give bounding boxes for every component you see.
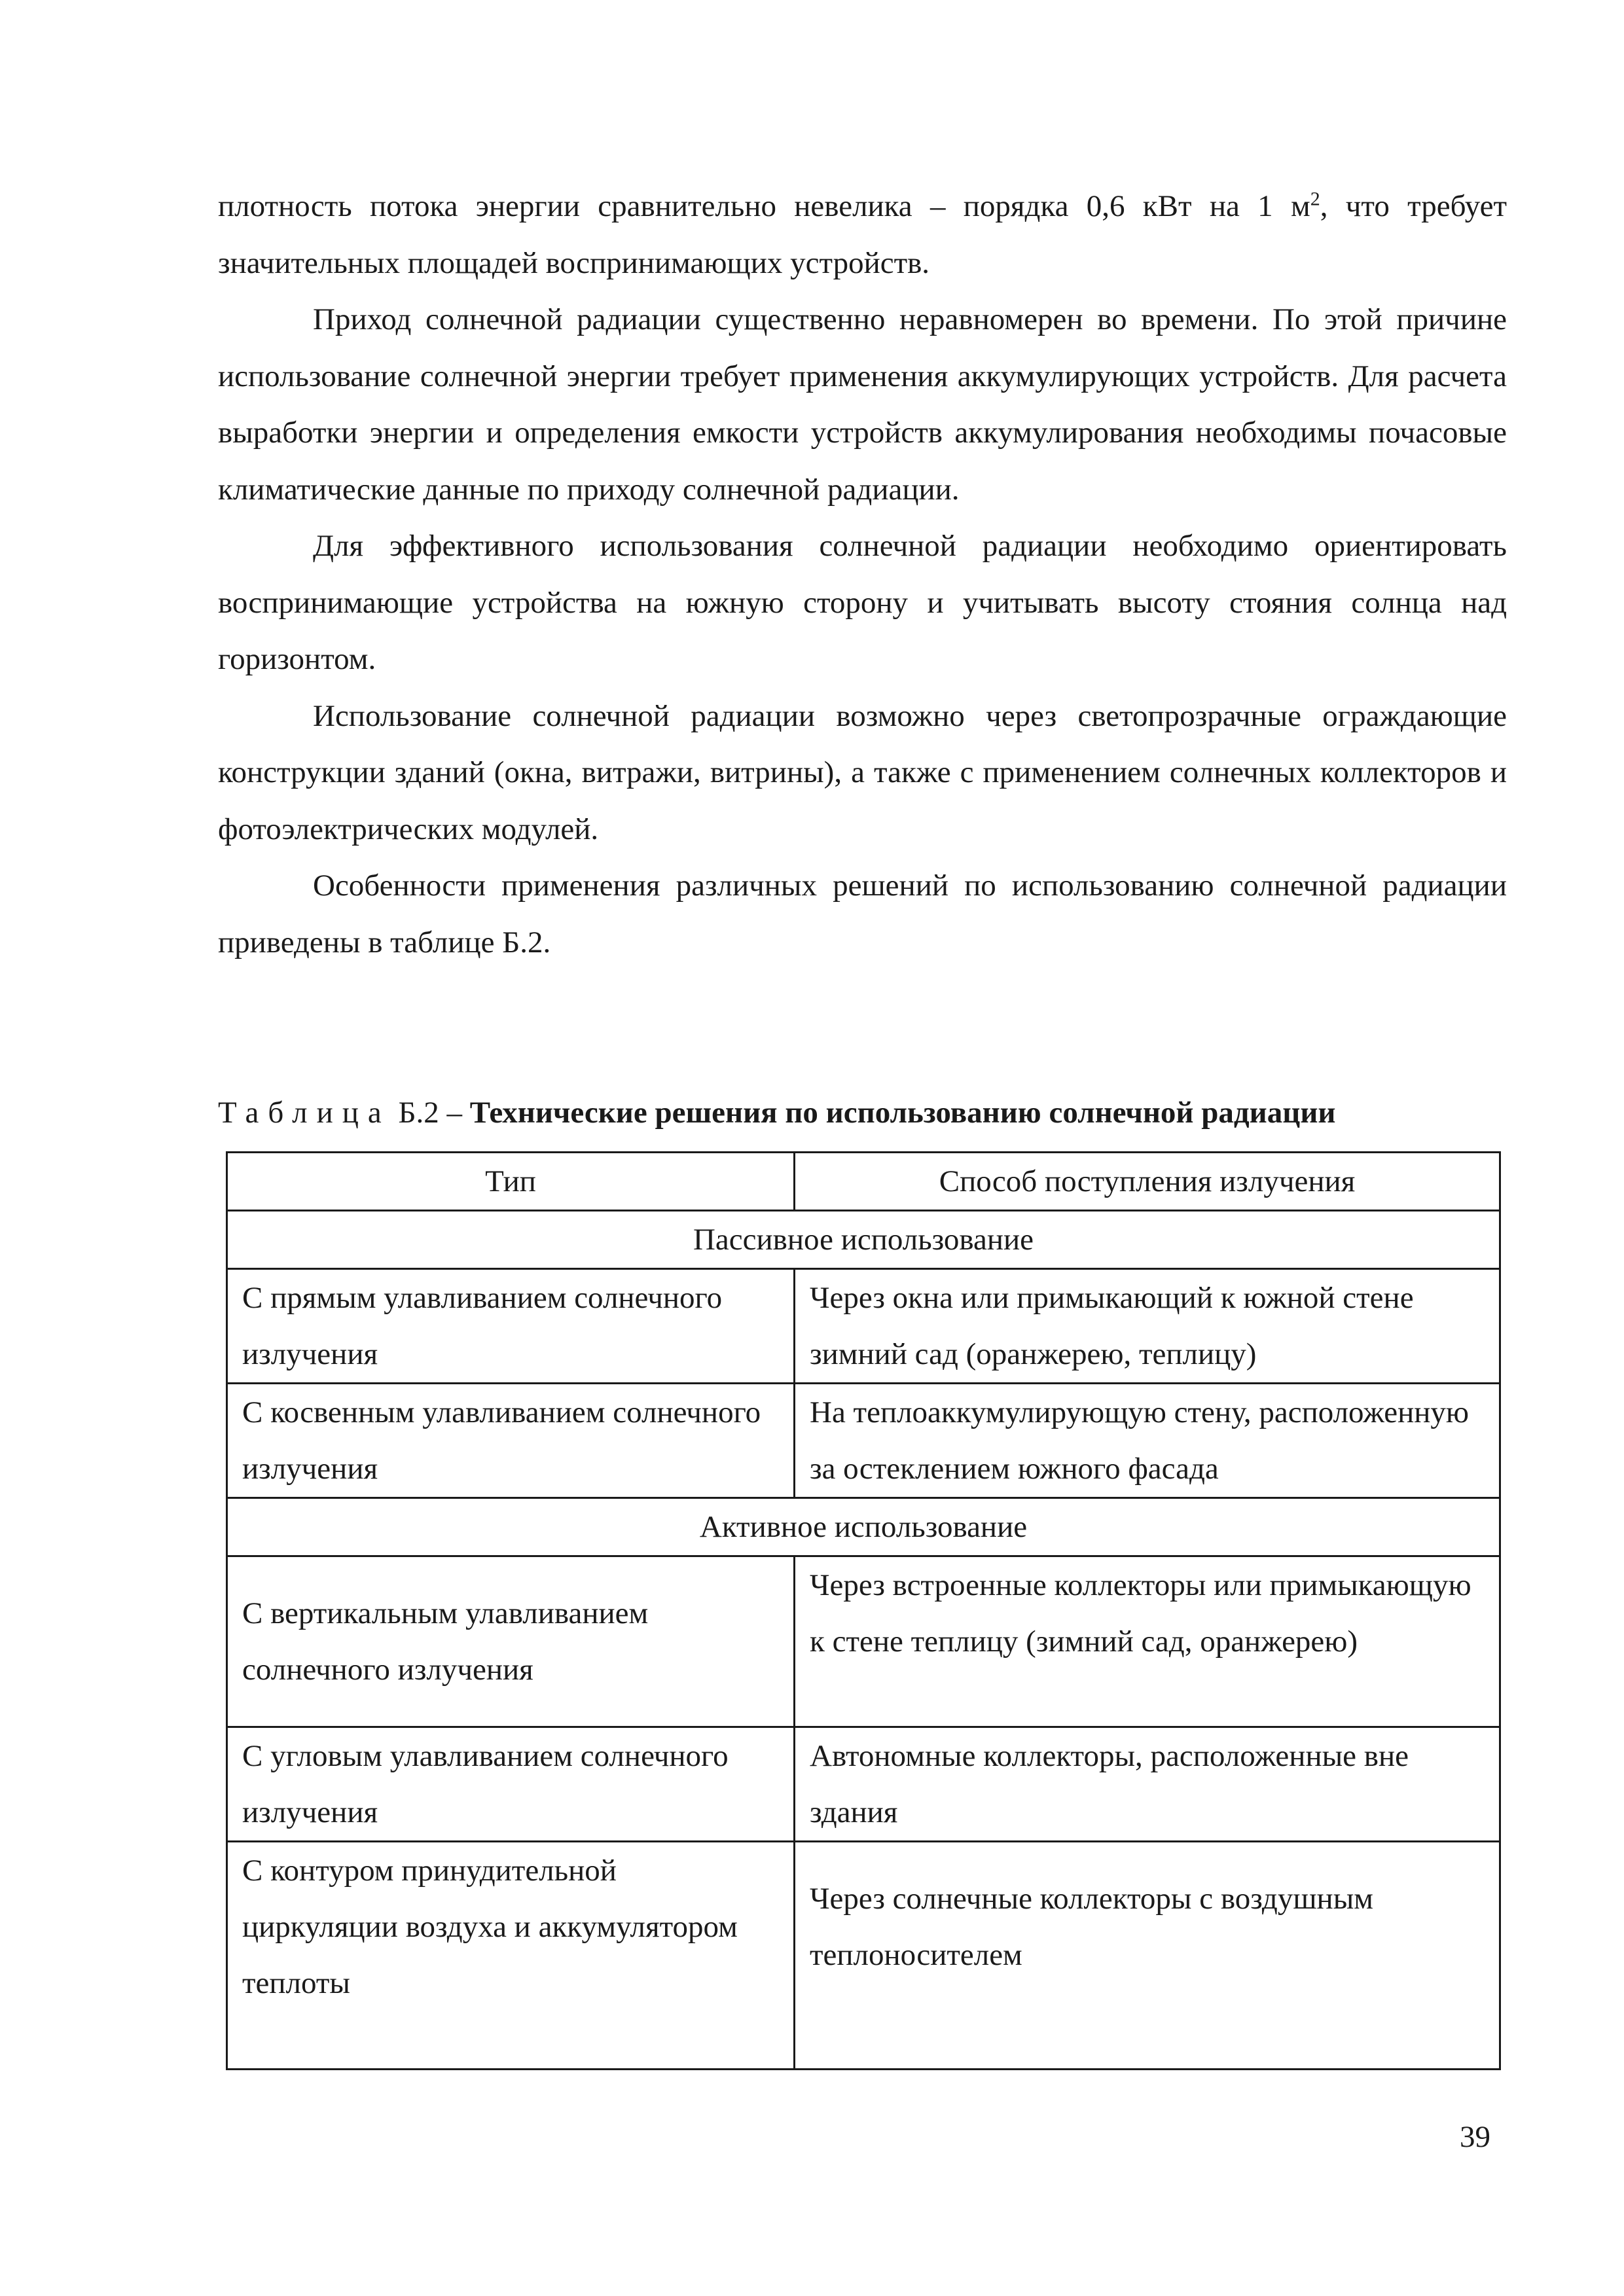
table-row bbox=[227, 1727, 1500, 1842]
superscript: 2 bbox=[1310, 188, 1320, 210]
section-active: Активное использование bbox=[227, 1498, 1500, 1556]
section-row-passive bbox=[227, 1211, 1500, 1269]
body-text bbox=[218, 178, 1507, 971]
table-row bbox=[227, 1842, 1500, 2070]
table-row bbox=[227, 1269, 1500, 1384]
section-passive: Пассивное использование bbox=[227, 1211, 1500, 1269]
table-caption bbox=[218, 1085, 1336, 1141]
solar-solutions-table bbox=[226, 1151, 1501, 2070]
cell-method: На теплоаккумулирующую стену, расположенную за остеклением южного фасада bbox=[795, 1384, 1500, 1498]
cell-method: Автономные коллекторы, расположенные вне здания bbox=[795, 1727, 1500, 1842]
paragraph-3: Для эффективного использования солнечной радиации необходимо ориентировать воспринимающие устройства на южную сторону и учитывать высоту стояния солнца над горизонтом. bbox=[218, 529, 1507, 676]
cell-type: С вертикальным улавливанием солнечного излучения bbox=[227, 1556, 795, 1727]
cell-type: С прямым улавливанием солнечного излучения bbox=[227, 1269, 795, 1384]
caption-label: Таблица bbox=[218, 1096, 391, 1130]
cell-method bbox=[795, 1842, 1500, 2070]
section-row-active bbox=[227, 1498, 1500, 1556]
paragraph-5: Особенности применения различных решений по использованию солнечной радиации приведены в таблице Б.2. bbox=[218, 869, 1507, 960]
cell-method-text: Через солнечные коллекторы с воздушным теплоносителем bbox=[810, 1882, 1374, 1972]
cell-method: Через окна или примыкающий к южной стене зимний сад (оранжерею, теплицу) bbox=[795, 1269, 1500, 1384]
header-type: Тип bbox=[227, 1153, 795, 1211]
cell-type: С косвенным улавливанием солнечного излучения bbox=[227, 1384, 795, 1498]
paragraph-1: плотность потока энергии сравнительно невелика – порядка 0,6 кВт на 1 $м^2$, что требует значительных площадей воспринимающих устройств. bbox=[218, 188, 1507, 280]
page-number: 39 bbox=[1460, 2120, 1490, 2154]
cell-type: С угловым улавливанием солнечного излучения bbox=[227, 1727, 795, 1842]
table-header-row bbox=[227, 1153, 1500, 1211]
table-row bbox=[227, 1384, 1500, 1498]
cell-type: С контуром принудительной циркуляции воздуха и аккумулятором теплоты bbox=[227, 1842, 795, 2070]
table-row bbox=[227, 1556, 1500, 1727]
caption-number: Б.2 – bbox=[398, 1096, 463, 1130]
paragraph-4: Использование солнечной радиации возможно через светопрозрачные ограждающие конструкции зданий (окна, витражи, витрины), а также с применением солнечных коллекторов и фотоэлектрических модулей. bbox=[218, 698, 1507, 846]
header-method: Способ поступления излучения bbox=[795, 1153, 1500, 1211]
cell-method: Через встроенные коллекторы или примыкающую к стене теплицу (зимний сад, оранжерею) bbox=[795, 1556, 1500, 1727]
caption-title: Технические решения по использованию солнечной радиации bbox=[469, 1096, 1336, 1130]
paragraph-2: Приход солнечной радиации существенно неравномерен во времени. По этой причине использование солнечной энергии требует применения аккумулирующих устройств. Для расчета выработки энергии и определения емкости устройств аккумулирования необходимы почасовые климатические данные по приходу солнечной радиации. bbox=[218, 302, 1507, 507]
